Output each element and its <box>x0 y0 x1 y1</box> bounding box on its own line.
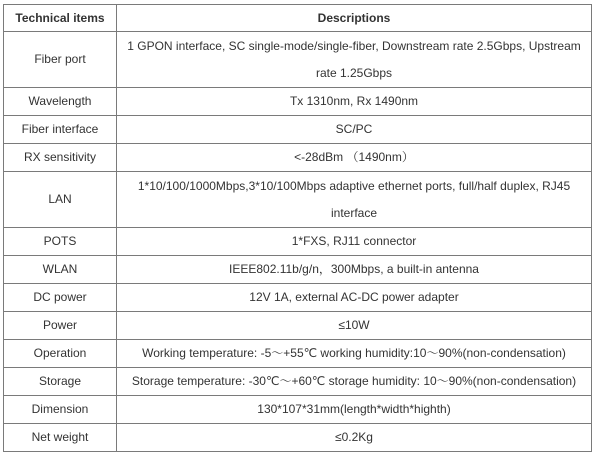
item-cell: Fiber interface <box>4 116 117 144</box>
header-descriptions: Descriptions <box>117 5 592 32</box>
description-cell: IEEE802.11b/g/n，300Mbps, a built-in antenna <box>117 256 592 284</box>
description-cell: 12V 1A, external AC-DC power adapter <box>117 284 592 312</box>
item-cell: Operation <box>4 340 117 368</box>
table-row <box>4 32 592 88</box>
description-cell: ≤10W <box>117 312 592 340</box>
table-row <box>4 284 592 312</box>
item-cell: RX sensitivity <box>4 144 117 172</box>
item-cell: Wavelength <box>4 88 117 116</box>
table-row <box>4 424 592 452</box>
item-cell: Fiber port <box>4 32 117 88</box>
table-row <box>4 172 592 228</box>
table-row <box>4 340 592 368</box>
item-cell: POTS <box>4 228 117 256</box>
description-cell: Storage temperature: -30℃～+60℃ storage humidity: 10～90%(non-condensation) <box>117 368 592 396</box>
table-row <box>4 144 592 172</box>
item-cell: WLAN <box>4 256 117 284</box>
table-row <box>4 396 592 424</box>
description-cell: 1*FXS, RJ11 connector <box>117 228 592 256</box>
item-cell: Dimension <box>4 396 117 424</box>
description-cell: 1 GPON interface, SC single-mode/single-fiber, Downstream rate 2.5Gbps, Upstream rate 1.25Gbps <box>117 32 592 88</box>
description-cell: Working temperature: -5～+55℃ working humidity:10～90%(non-condensation) <box>117 340 592 368</box>
specifications-table <box>3 4 592 452</box>
description-cell: <-28dBm （1490nm） <box>117 144 592 172</box>
table-row <box>4 368 592 396</box>
table-row <box>4 256 592 284</box>
table-header-row <box>4 5 592 32</box>
table-row <box>4 228 592 256</box>
description-cell: Tx 1310nm, Rx 1490nm <box>117 88 592 116</box>
description-cell: 130*107*31mm(length*width*highth) <box>117 396 592 424</box>
table-row <box>4 88 592 116</box>
header-technical-items: Technical items <box>4 5 117 32</box>
item-cell: LAN <box>4 172 117 228</box>
table-row <box>4 312 592 340</box>
description-cell: 1*10/100/1000Mbps,3*10/100Mbps adaptive ethernet ports, full/half duplex, RJ45 interface <box>117 172 592 228</box>
description-cell: SC/PC <box>117 116 592 144</box>
item-cell: DC power <box>4 284 117 312</box>
item-cell: Storage <box>4 368 117 396</box>
item-cell: Power <box>4 312 117 340</box>
table-row <box>4 116 592 144</box>
item-cell: Net weight <box>4 424 117 452</box>
description-cell: ≤0.2Kg <box>117 424 592 452</box>
